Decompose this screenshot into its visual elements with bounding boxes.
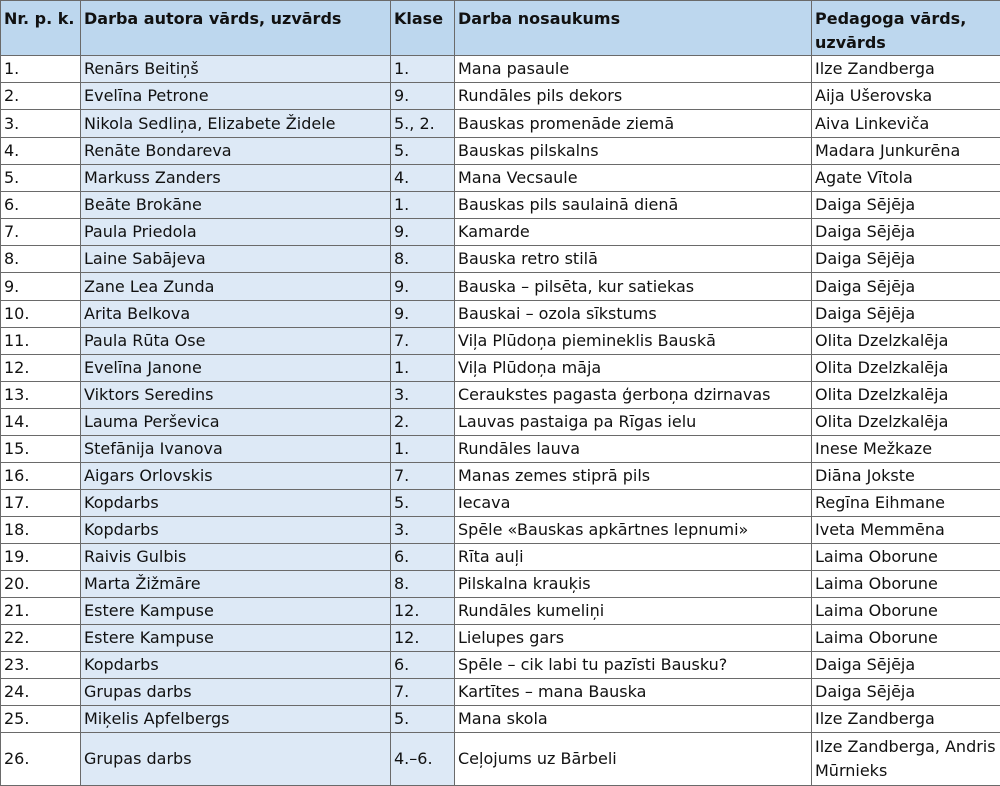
class-cell: 6.: [391, 652, 455, 679]
table-row: [1, 138, 1000, 165]
table-row: [1, 490, 1000, 517]
row-number: 5.: [1, 165, 81, 192]
row-number: 1.: [1, 56, 81, 83]
table-row: [1, 652, 1000, 679]
teacher-cell: Ilze Zandberga: [812, 706, 1000, 733]
author-cell: Grupas darbs: [81, 679, 391, 706]
teacher-cell: Regīna Eihmane: [812, 490, 1000, 517]
author-cell: Evelīna Petrone: [81, 83, 391, 110]
table-row: [1, 273, 1000, 301]
class-cell: 3.: [391, 517, 455, 544]
header-author: Darba autora vārds, uzvārds: [81, 1, 391, 56]
teacher-cell: Daiga Sējēja: [812, 301, 1000, 328]
row-number: 6.: [1, 192, 81, 219]
teacher-cell: Agate Vītola: [812, 165, 1000, 192]
table-row: [1, 679, 1000, 706]
class-cell: 3.: [391, 382, 455, 409]
table-row: [1, 409, 1000, 436]
row-number: 3.: [1, 110, 81, 138]
teacher-cell: Olita Dzelzkalēja: [812, 328, 1000, 355]
author-cell: Markuss Zanders: [81, 165, 391, 192]
teacher-cell: Madara Junkurēna: [812, 138, 1000, 165]
table-row: [1, 192, 1000, 219]
title-cell: Mana skola: [455, 706, 812, 733]
class-cell: 5.: [391, 490, 455, 517]
row-number: 20.: [1, 571, 81, 598]
author-cell: Marta Žižmāre: [81, 571, 391, 598]
teacher-cell: Iveta Memmēna: [812, 517, 1000, 544]
title-cell: Viļa Plūdoņa piemineklis Bauskā: [455, 328, 812, 355]
row-number: 13.: [1, 382, 81, 409]
teacher-cell: Daiga Sējēja: [812, 273, 1000, 301]
table-row: [1, 110, 1000, 138]
author-cell: Paula Rūta Ose: [81, 328, 391, 355]
title-cell: Mana Vecsaule: [455, 165, 812, 192]
class-cell: 1.: [391, 355, 455, 382]
title-cell: Mana pasaule: [455, 56, 812, 83]
row-number: 2.: [1, 83, 81, 110]
table-body: [1, 56, 1000, 786]
header-title: Darba nosaukums: [455, 1, 812, 56]
title-cell: Iecava: [455, 490, 812, 517]
table-row: [1, 165, 1000, 192]
class-cell: 8.: [391, 571, 455, 598]
title-cell: Rundāles lauva: [455, 436, 812, 463]
title-cell: Rīta auļi: [455, 544, 812, 571]
row-number: 24.: [1, 679, 81, 706]
table-row: [1, 544, 1000, 571]
teacher-cell: Laima Oborune: [812, 598, 1000, 625]
table-row: [1, 301, 1000, 328]
class-cell: 7.: [391, 679, 455, 706]
title-cell: Pilskalna krauķis: [455, 571, 812, 598]
teacher-cell: Daiga Sējēja: [812, 679, 1000, 706]
table-row: [1, 355, 1000, 382]
row-number: 22.: [1, 625, 81, 652]
table-row: [1, 571, 1000, 598]
class-cell: 1.: [391, 192, 455, 219]
row-number: 23.: [1, 652, 81, 679]
row-number: 16.: [1, 463, 81, 490]
row-number: 18.: [1, 517, 81, 544]
teacher-cell: Laima Oborune: [812, 571, 1000, 598]
row-number: 4.: [1, 138, 81, 165]
class-cell: 5.: [391, 706, 455, 733]
class-cell: 6.: [391, 544, 455, 571]
title-cell: Bauskas promenāde ziemā: [455, 110, 812, 138]
table-row: [1, 83, 1000, 110]
row-number: 11.: [1, 328, 81, 355]
row-number: 10.: [1, 301, 81, 328]
title-cell: Spēle «Bauskas apkārtnes lepnumi»: [455, 517, 812, 544]
header-class: Klase: [391, 1, 455, 56]
title-cell: Manas zemes stiprā pils: [455, 463, 812, 490]
teacher-cell: Olita Dzelzkalēja: [812, 382, 1000, 409]
author-cell: Kopdarbs: [81, 652, 391, 679]
row-number: 7.: [1, 219, 81, 246]
title-cell: Ceraukstes pagasta ģerboņa dzirnavas: [455, 382, 812, 409]
teacher-cell: Daiga Sējēja: [812, 652, 1000, 679]
author-cell: Aigars Orlovskis: [81, 463, 391, 490]
title-cell: Kartītes – mana Bauska: [455, 679, 812, 706]
row-number: 19.: [1, 544, 81, 571]
author-cell: Kopdarbs: [81, 490, 391, 517]
author-cell: Lauma Perševica: [81, 409, 391, 436]
row-number: 17.: [1, 490, 81, 517]
teacher-cell: Daiga Sējēja: [812, 219, 1000, 246]
row-number: 9.: [1, 273, 81, 301]
author-cell: Raivis Gulbis: [81, 544, 391, 571]
row-number: 8.: [1, 246, 81, 273]
table-row: [1, 219, 1000, 246]
table-row: [1, 733, 1000, 786]
author-cell: Estere Kampuse: [81, 598, 391, 625]
class-cell: 2.: [391, 409, 455, 436]
table-row: [1, 436, 1000, 463]
author-cell: Arita Belkova: [81, 301, 391, 328]
author-cell: Beāte Brokāne: [81, 192, 391, 219]
class-cell: 8.: [391, 246, 455, 273]
class-cell: 12.: [391, 625, 455, 652]
header-nr: Nr. p. k.: [1, 1, 81, 56]
teacher-cell: Diāna Jokste: [812, 463, 1000, 490]
title-cell: Bauska – pilsēta, kur satiekas: [455, 273, 812, 301]
title-cell: Kamarde: [455, 219, 812, 246]
teacher-cell: Ilze Zandberga, Andris Mūrnieks: [812, 733, 1000, 786]
class-cell: 7.: [391, 463, 455, 490]
teacher-cell: Laima Oborune: [812, 625, 1000, 652]
author-cell: Renārs Beitiņš: [81, 56, 391, 83]
teacher-cell: Daiga Sējēja: [812, 192, 1000, 219]
class-cell: 5.: [391, 138, 455, 165]
title-cell: Rundāles pils dekors: [455, 83, 812, 110]
author-cell: Kopdarbs: [81, 517, 391, 544]
table-row: [1, 463, 1000, 490]
class-cell: 4.: [391, 165, 455, 192]
author-cell: Miķelis Apfelbergs: [81, 706, 391, 733]
author-cell: Evelīna Janone: [81, 355, 391, 382]
row-number: 21.: [1, 598, 81, 625]
row-number: 25.: [1, 706, 81, 733]
title-cell: Spēle – cik labi tu pazīsti Bausku?: [455, 652, 812, 679]
table-row: [1, 56, 1000, 83]
class-cell: 1.: [391, 436, 455, 463]
title-cell: Ceļojums uz Bārbeli: [455, 733, 812, 786]
row-number: 12.: [1, 355, 81, 382]
table-row: [1, 706, 1000, 733]
class-cell: 4.–6.: [391, 733, 455, 786]
class-cell: 9.: [391, 301, 455, 328]
author-cell: Nikola Sedliņa, Elizabete Židele: [81, 110, 391, 138]
teacher-cell: Olita Dzelzkalēja: [812, 355, 1000, 382]
title-cell: Viļa Plūdoņa māja: [455, 355, 812, 382]
title-cell: Lielupes gars: [455, 625, 812, 652]
title-cell: Bauskas pils saulainā dienā: [455, 192, 812, 219]
author-cell: Grupas darbs: [81, 733, 391, 786]
title-cell: Bauskai – ozola sīkstums: [455, 301, 812, 328]
teacher-cell: Daiga Sējēja: [812, 246, 1000, 273]
author-cell: Viktors Seredins: [81, 382, 391, 409]
table-row: [1, 517, 1000, 544]
title-cell: Bauska retro stilā: [455, 246, 812, 273]
teacher-cell: Inese Mežkaze: [812, 436, 1000, 463]
class-cell: 5., 2.: [391, 110, 455, 138]
header-teacher: Pedagoga vārds, uzvārds: [812, 1, 1000, 56]
table-row: [1, 625, 1000, 652]
teacher-cell: Laima Oborune: [812, 544, 1000, 571]
author-cell: Stefānija Ivanova: [81, 436, 391, 463]
row-number: 26.: [1, 733, 81, 786]
row-number: 15.: [1, 436, 81, 463]
table-row: [1, 246, 1000, 273]
class-cell: 12.: [391, 598, 455, 625]
table-row: [1, 328, 1000, 355]
class-cell: 7.: [391, 328, 455, 355]
author-cell: Zane Lea Zunda: [81, 273, 391, 301]
class-cell: 9.: [391, 219, 455, 246]
author-cell: Paula Priedola: [81, 219, 391, 246]
author-cell: Laine Sabājeva: [81, 246, 391, 273]
teacher-cell: Ilze Zandberga: [812, 56, 1000, 83]
header-row: [1, 1, 1000, 56]
teacher-cell: Aija Ušerovska: [812, 83, 1000, 110]
title-cell: Bauskas pilskalns: [455, 138, 812, 165]
title-cell: Lauvas pastaiga pa Rīgas ielu: [455, 409, 812, 436]
class-cell: 9.: [391, 83, 455, 110]
author-cell: Renāte Bondareva: [81, 138, 391, 165]
class-cell: 9.: [391, 273, 455, 301]
row-number: 14.: [1, 409, 81, 436]
table-row: [1, 382, 1000, 409]
teacher-cell: Aiva Linkeviča: [812, 110, 1000, 138]
class-cell: 1.: [391, 56, 455, 83]
title-cell: Rundāles kumeliņi: [455, 598, 812, 625]
author-cell: Estere Kampuse: [81, 625, 391, 652]
teacher-cell: Olita Dzelzkalēja: [812, 409, 1000, 436]
table-row: [1, 598, 1000, 625]
